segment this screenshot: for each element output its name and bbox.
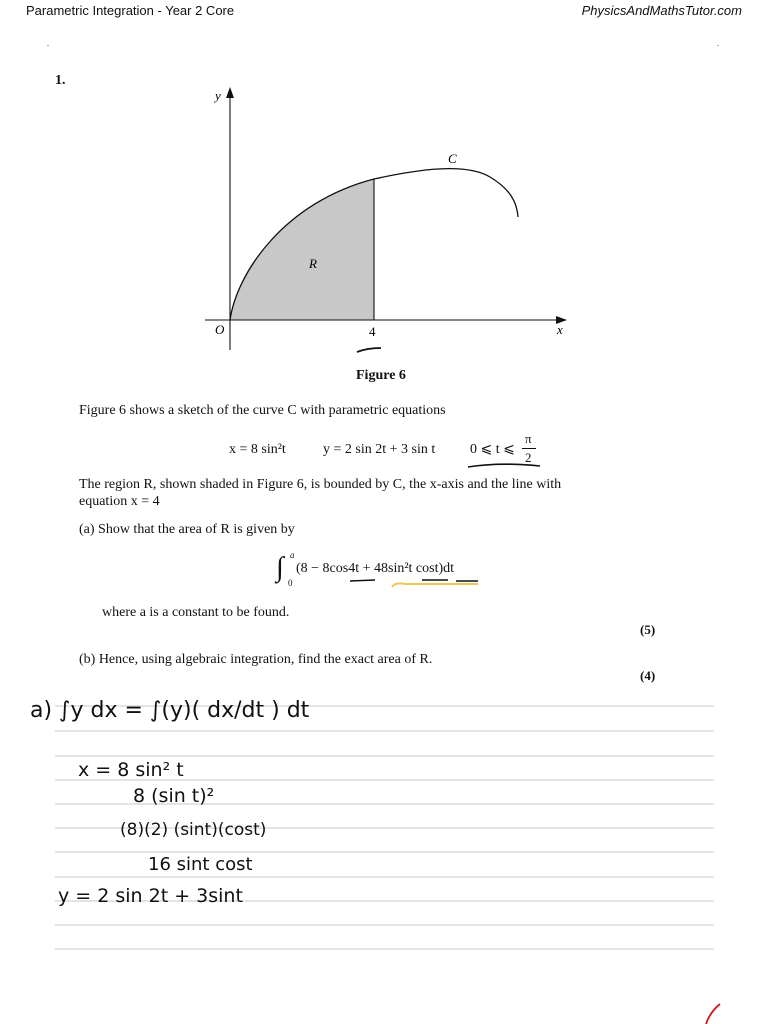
part-a-prompt: (a) Show that the area of R is given by	[79, 522, 295, 537]
integral-sign: ∫	[276, 552, 284, 583]
y-axis-label: y	[215, 88, 221, 103]
range-fraction-numerator: π	[525, 431, 532, 446]
x-axis-label: x	[557, 322, 563, 337]
region-description-line2: equation x = 4	[79, 494, 160, 509]
where-text: where a is a constant to be found.	[102, 605, 290, 620]
curve-label: C	[448, 151, 457, 166]
handwritten-line-simplified: 16 sint cost	[148, 854, 253, 875]
handwritten-line-x-equation: x = 8 sin² t	[78, 759, 184, 781]
handwritten-line-y-equation: y = 2 sin 2t + 3sint	[58, 885, 243, 907]
integral-upper-limit: a	[290, 550, 295, 560]
integral-lower-limit: 0	[288, 578, 293, 588]
equation-y: y = 2 sin 2t + 3 sin t	[323, 442, 436, 457]
region-label: R	[309, 256, 317, 271]
integrand-expression: (8 − 8cos4t + 48sin²t cost)dt	[296, 561, 455, 576]
handwritten-line-integral-setup: a) ∫y dx = ∫(y)( dx/dt ) dt	[30, 698, 310, 723]
marks-part-a: (5)	[640, 622, 656, 637]
equation-x: x = 8 sin²t	[229, 442, 286, 457]
document-header-title: Parametric Integration - Year 2 Core	[26, 3, 235, 18]
part-b-prompt: (b) Hence, using algebraic integration, find the exact area of R.	[79, 652, 433, 667]
intro-text: Figure 6 shows a sketch of the curve C with parametric equations	[79, 403, 446, 418]
marks-part-b: (4)	[640, 668, 656, 683]
x-tick-label: 4	[369, 324, 376, 339]
red-tick-mark	[700, 1000, 730, 1024]
region-description-line1: The region R, shown shaded in Figure 6, is bounded by C, the x-axis and the line with	[79, 477, 562, 492]
handwritten-line-rewrite: 8 (sin t)²	[133, 785, 215, 807]
handwritten-line-derivative: (8)(2) (sint)(cost)	[120, 820, 267, 840]
question-number: 1.	[55, 73, 66, 88]
figure-caption: Figure 6	[356, 368, 406, 383]
website-name: PhysicsAndMathsTutor.com	[581, 3, 742, 18]
range-fraction-denominator: 2	[525, 450, 532, 465]
origin-label: O	[215, 322, 225, 337]
parameter-range: 0 ⩽ t ⩽	[470, 442, 515, 457]
